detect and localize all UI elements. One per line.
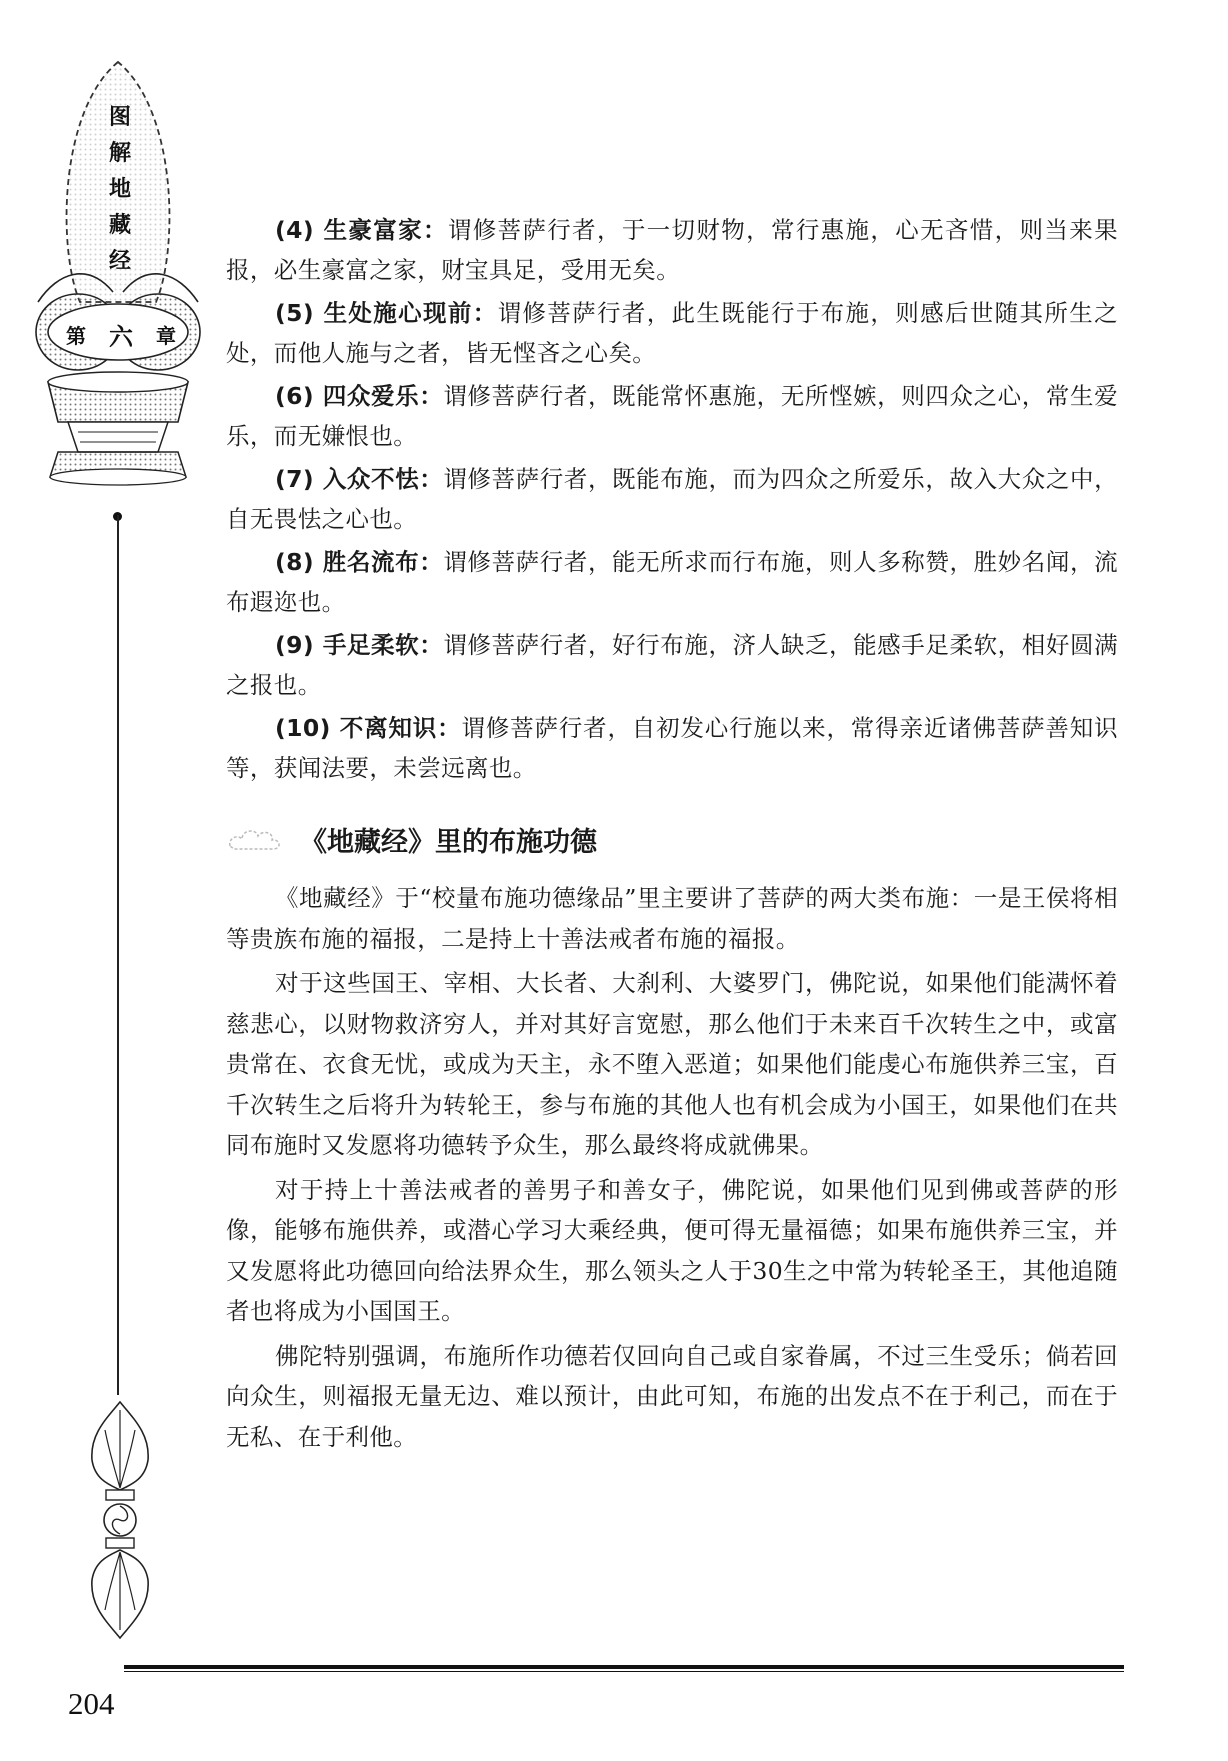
sidebar-line <box>117 515 119 1395</box>
item-text: 谓修菩萨行者，好行布施，济人缺乏，能感手足柔软，相好圆满之报也。 <box>226 631 1118 699</box>
paragraph: 佛陀特别强调，布施所作功德若仅回向自己或自家眷属，不过三生受乐；倘若回向众生，则福报无量无边、难以预计，由此可知，布施的出发点不在于利己，而在于无私、在于利他。 <box>226 1341 1118 1451</box>
section-body <box>226 878 1118 1461</box>
page-number: 204 <box>68 1686 115 1721</box>
item-text: 谓修菩萨行者，既能常怀惠施，无所悭嫉，则四众之心，常生爱乐，而无嫌恨也。 <box>226 382 1118 450</box>
title-char: 藏 <box>108 213 131 238</box>
item-heading: (8) 胜名流布： <box>275 548 444 576</box>
chapter-label <box>66 317 176 351</box>
chapter-prefix: 第 <box>66 323 86 348</box>
item-heading: (9) 手足柔软： <box>275 631 444 659</box>
section-title-text: 《地藏经》里的布施功德 <box>300 827 597 858</box>
sidebar-book-title <box>100 100 140 280</box>
vajra-ornament <box>80 1400 160 1640</box>
item-heading: (5) 生处施心现前： <box>275 299 498 327</box>
list-item <box>226 210 1118 290</box>
title-char: 地 <box>108 177 131 202</box>
list-item <box>226 376 1118 456</box>
title-char: 经 <box>108 249 131 274</box>
item-text: 谓修菩萨行者，既能布施，而为四众之所爱乐，故入大众之中，自无畏怯之心也。 <box>226 465 1118 533</box>
cloud-ornament-icon <box>226 822 284 854</box>
item-text: 谓修菩萨行者，于一切财物，常行惠施，心无吝惜，则当来果报，必生豪富之家，财宝具足，受用无矣。 <box>226 216 1118 284</box>
section-heading <box>226 816 1118 866</box>
item-heading: (10) 不离知识： <box>275 714 462 742</box>
list-item <box>226 293 1118 373</box>
footer-rule-thin <box>124 1671 1124 1672</box>
chapter-number: 六 <box>109 322 133 351</box>
list-item <box>226 708 1118 788</box>
title-char: 解 <box>108 141 131 166</box>
merit-list <box>226 210 1118 791</box>
list-item <box>226 459 1118 539</box>
paragraph: 对于这些国王、宰相、大长者、大刹利、大婆罗门，佛陀说，如果他们能满怀着慈悲心，以财物救济穷人，并对其好言宽慰，那么他们于未来百千次转生之中，或富贵常在、衣食无忧，或成为天主，永不堕入恶道；如果他们能虔心布施供养三宝，百千次转生之后将升为转轮王，参与布施的其他人也有机会成为小国王，如果他们在共同布施时又发愿将功德转予众生，那么最终将成就佛果。 <box>226 969 1118 1159</box>
item-text: 谓修菩萨行者，此生既能行于布施，则感后世随其所生之处，而他人施与之者，皆无悭吝之心矣。 <box>226 299 1118 367</box>
item-heading: (7) 入众不怯： <box>275 465 444 493</box>
list-item <box>226 542 1118 622</box>
paragraph: 对于持上十善法戒者的善男子和善女子，佛陀说，如果他们见到佛或菩萨的形像，能够布施供养，或潜心学习大乘经典，便可得无量福德；如果布施供养三宝，并又发愿将此功德回向给法界众生，那么领头之人于30生之中常为转轮圣王，其他追随者也将成为小国国王。 <box>226 1175 1118 1325</box>
chapter-suffix: 章 <box>156 323 176 348</box>
item-heading: (6) 四众爱乐： <box>275 382 444 410</box>
item-text: 谓修菩萨行者，自初发心行施以来，常得亲近诸佛菩萨善知识等，获闻法要，未尝远离也。 <box>226 714 1118 782</box>
footer-rule <box>124 1665 1124 1669</box>
item-text: 谓修菩萨行者，能无所求而行布施，则人多称赞，胜妙名闻，流布遐迩也。 <box>226 548 1118 616</box>
list-item <box>226 625 1118 705</box>
title-char: 图 <box>108 105 131 130</box>
item-heading: (4) 生豪富家： <box>275 216 448 244</box>
paragraph: 《地藏经》于“校量布施功德缘品”里主要讲了菩萨的两大类布施：一是王侯将相等贵族布施的福报，二是持上十善法戒者布施的福报。 <box>226 884 1118 953</box>
